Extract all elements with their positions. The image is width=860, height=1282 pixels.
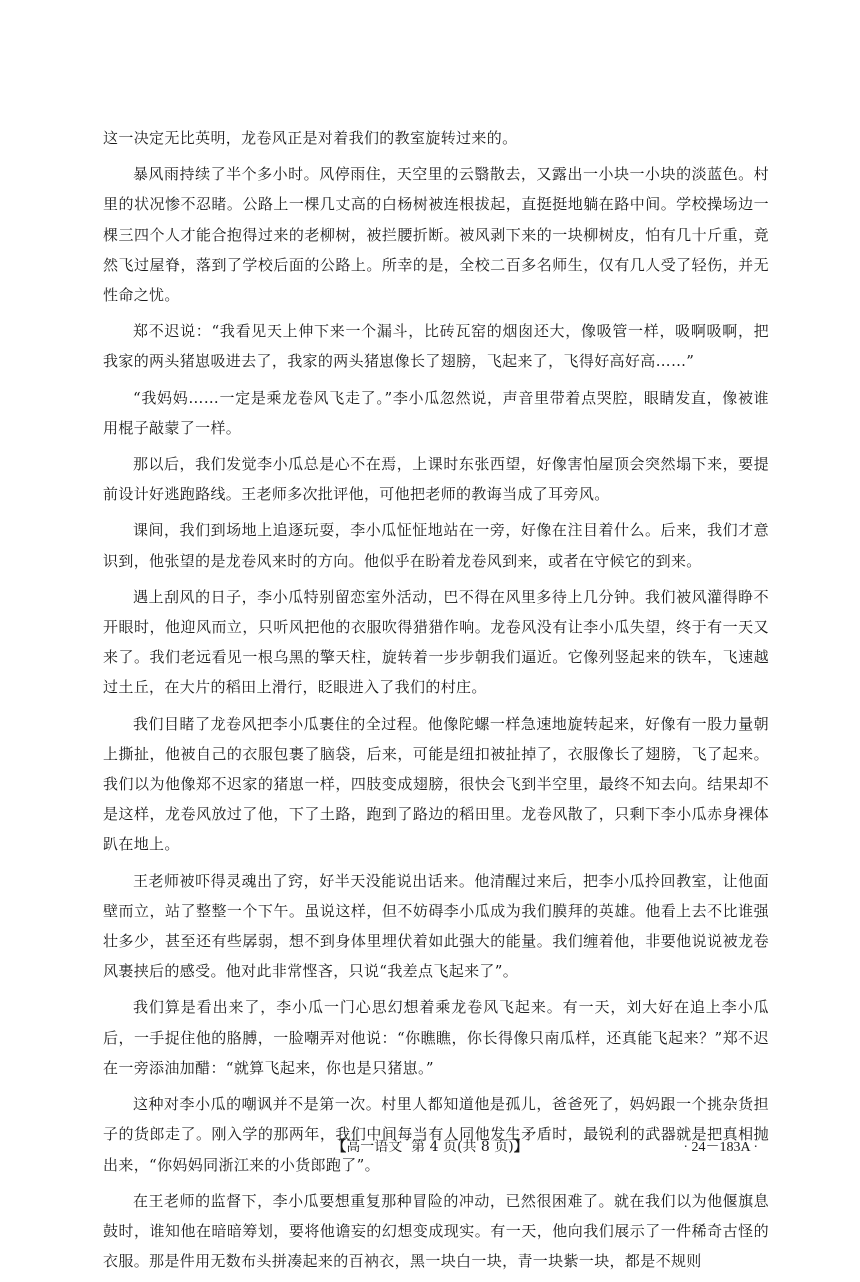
footer-exam-code: · 24－183A · <box>683 1140 758 1155</box>
paragraph-7: 遇上刮风的日子，李小瓜特别留恋室外活动，巴不得在风里多待上几分钟。我们被风灌得睁不开眼时，他迎风而立，只听风把他的衣服吹得猎猎作响。龙卷风没有让李小瓜失望，终于有一天又来了。我们老远看见一根乌黑的擎天柱，旋转着一步步朝我们逼近。它像列竖起来的铁车，飞速越过土丘，在大片的稻田上滑行，眨眼进入了我们的村庄。 <box>103 587 769 697</box>
paragraph-6: 课间，我们到场地上追逐玩耍，李小瓜怔怔地站在一旁，好像在注目着什么。后来，我们才意识到，他张望的是龙卷风来时的方向。他似乎在盼着龙卷风到来，或者在守候它的到来。 <box>103 521 769 570</box>
footer-subject: 高一语文 <box>346 1139 403 1155</box>
paragraph-3: 郑不迟说：“我看见天上伸下来一个漏斗，比砖瓦窑的烟囱还大，像吸管一样，吸啊吸啊，把我家的两头猪崽吸进去了，我家的两头猪崽像长了翅膀，飞起来了，飞得好高好高……” <box>103 322 769 371</box>
footer-left-bracket: 【 <box>332 1139 347 1155</box>
footer-page-info: 第 4 页(共 8 页) <box>411 1139 514 1155</box>
paragraph-9: 王老师被吓得灵魂出了窍，好半天没能说出话来。他清醒过来后，把李小瓜拎回教室，让他面壁而立，站了整整一个下午。虽说这样，但不妨碍李小瓜成为我们膜拜的英雄。他看上去不比谁强壮多少，甚至还有些孱弱，想不到身体里埋伏着如此强大的能量。我们缠着他，非要他说说被龙卷风裹挟后的感受。他对此非常悭吝，只说“我差点飞起来了”。 <box>103 871 769 981</box>
paragraph-2: 暴风雨持续了半个多小时。风停雨住，天空里的云翳散去，又露出一小块一小块的淡蓝色。村里的状况惨不忍睹。公路上一棵几丈高的白杨树被连根拔起，直挺挺地躺在路中间。学校操场边一棵三四个人才能合抱得过来的老柳树，被拦腰折断。被风剥下来的一块柳树皮，怕有几十斤重，竟然飞过屋脊，落到了学校后面的公路上。所幸的是，全校二百多名师生，仅有几人受了轻伤，并无性命之忧。 <box>103 165 769 305</box>
paragraph-11: 这种对李小瓜的嘲讽并不是第一次。村里人都知道他是孤儿，爸爸死了，妈妈跟一个挑杂货担子的货郎走了。刚入学的那两年，我们中间每当有人同他发生矛盾时，最锐利的武器就是把真相抛出来，“你妈妈同浙江来的小货郎跑了”。 <box>103 1095 769 1174</box>
paragraph-8: 我们目睹了龙卷风把李小瓜裹住的全过程。他像陀螺一样急速地旋转起来，好像有一股力量朝上撕扯，他被自己的衣服包裹了脑袋，后来，可能是纽扣被扯掉了，衣服像长了翅膀，飞了起来。我们以为他像郑不迟家的猪崽一样，四肢变成翅膀，很快会飞到半空里，最终不知去向。结果却不是这样，龙卷风放过了他，下了土路，跑到了路边的稻田里。龙卷风散了，只剩下李小瓜赤身裸体趴在地上。 <box>103 714 769 854</box>
paragraph-5: 那以后，我们发觉李小瓜总是心不在焉，上课时东张西望，好像害怕屋顶会突然塌下来，要提前设计好逃跑路线。王老师多次批评他，可他把老师的教诲当成了耳旁风。 <box>103 455 769 504</box>
paragraph-4: “我妈妈……一定是乘龙卷风飞走了。”李小瓜忽然说，声音里带着点哭腔，眼睛发直，像被谁用棍子敲蒙了一样。 <box>103 388 769 437</box>
page-body <box>103 123 769 1282</box>
paragraph-12: 在王老师的监督下，李小瓜要想重复那种冒险的冲动，已然很困难了。就在我们以为他偃旗息鼓时，谁知他在暗暗筹划，要将他谵妄的幻想变成现实。有一天，他向我们展示了一件稀奇古怪的衣服。那是件用无数布头拼凑起来的百衲衣，黑一块白一块，青一块紫一块，都是不规则 <box>103 1191 769 1271</box>
page-footer <box>0 1134 860 1160</box>
paragraph-1: 这一决定无比英明，龙卷风正是对着我们的教室旋转过来的。 <box>103 129 518 147</box>
paragraph-10: 我们算是看出来了，李小瓜一门心思幻想着乘龙卷风飞起来。有一天，刘大好在追上李小瓜后，一手捉住他的胳膊，一脸嘲弄对他说：“你瞧瞧，你长得像只南瓜样，还真能飞起来？”郑不迟在一旁添油加醋：“就算飞起来，你也是只猪崽。” <box>103 998 769 1077</box>
footer-right-bracket: 】 <box>513 1139 528 1155</box>
